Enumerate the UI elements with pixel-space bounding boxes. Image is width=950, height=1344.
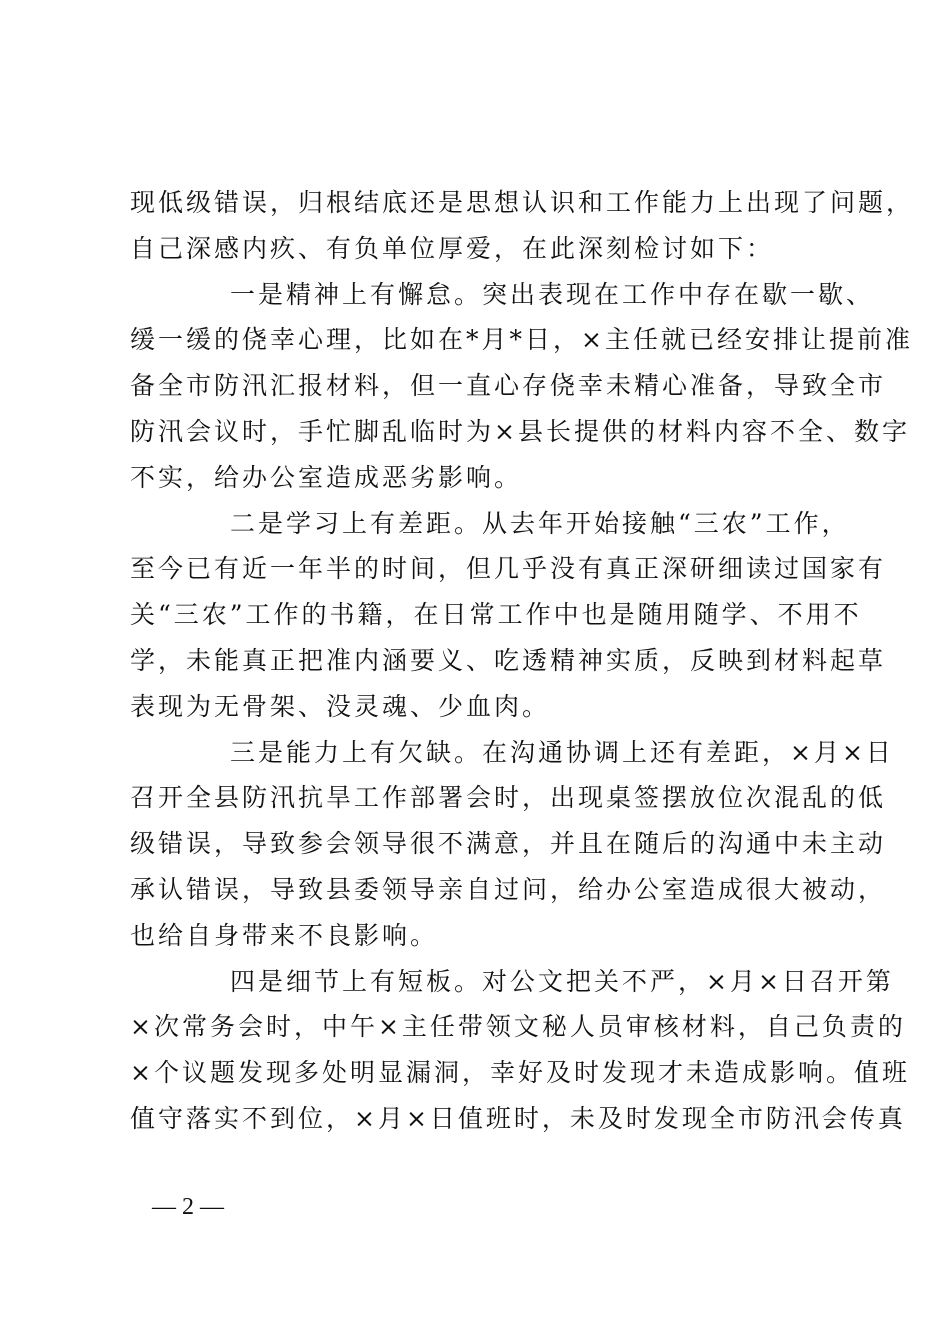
text-line: 学，未能真正把准内涵要义、吃透精神实质，反映到材料起草 — [130, 645, 887, 675]
text-line: ×次常务会时，中午×主任带领文秘人员审核材料，自己负责的 — [130, 1012, 906, 1042]
paragraph-study — [130, 501, 887, 730]
document-body — [130, 180, 915, 1142]
text-line: 级错误，导致参会领导很不满意，并且在随后的沟通中未主动 — [130, 829, 887, 859]
text-line: 自己深感内疚、有负单位厚爱，在此深刻检讨如下： — [130, 233, 775, 263]
text-line: 召开全县防汛抗旱工作部署会时，出现桌签摆放位次混乱的低 — [130, 783, 887, 813]
text-line: 二是学习上有差距。从去年开始接触“三农”工作， — [230, 508, 850, 538]
text-line: 至今已有近一年半的时间，但几乎没有真正深研细读过国家有 — [130, 554, 887, 584]
text-line: 值守落实不到位，×月×日值班时，未及时发现全市防汛会传真 — [130, 1103, 906, 1133]
paragraph-ability — [130, 730, 894, 959]
text-line: 现低级错误，归根结底还是思想认识和工作能力上出现了问题， — [130, 188, 915, 217]
paragraph-continuation — [130, 180, 915, 272]
text-line: 缓一缓的侥幸心理，比如在*月*日，×主任就已经安排让提前准 — [130, 325, 913, 355]
paragraph-spirit — [130, 272, 913, 501]
text-line: 承认错误，导致县委领导亲自过问，给办公室造成很大被动， — [130, 874, 887, 904]
text-line: 一是精神上有懈怠。突出表现在工作中存在歇一歇、 — [230, 279, 875, 309]
page-number: — 2 — — [152, 1194, 224, 1220]
text-line: 关“三农”工作的书籍，在日常工作中也是随用随学、不用不 — [130, 600, 862, 630]
text-line: 不实，给办公室造成恶劣影响。 — [130, 462, 523, 492]
paragraph-details — [130, 959, 910, 1142]
text-line: ×个议题发现多处明显漏洞，幸好及时发现才未造成影响。值班 — [130, 1058, 910, 1088]
text-line: 四是细节上有短板。对公文把关不严，×月×日召开第 — [230, 966, 894, 996]
text-line: 表现为无骨架、没灵魂、少血肉。 — [130, 691, 551, 721]
text-line: 防汛会议时，手忙脚乱临时为×县长提供的材料内容不全、数字 — [130, 416, 910, 446]
text-line: 三是能力上有欠缺。在沟通协调上还有差距，×月×日 — [230, 737, 894, 767]
text-line: 备全市防汛汇报材料，但一直心存侥幸未精心准备，导致全市 — [130, 371, 887, 401]
text-line: 也给自身带来不良影响。 — [130, 920, 439, 950]
